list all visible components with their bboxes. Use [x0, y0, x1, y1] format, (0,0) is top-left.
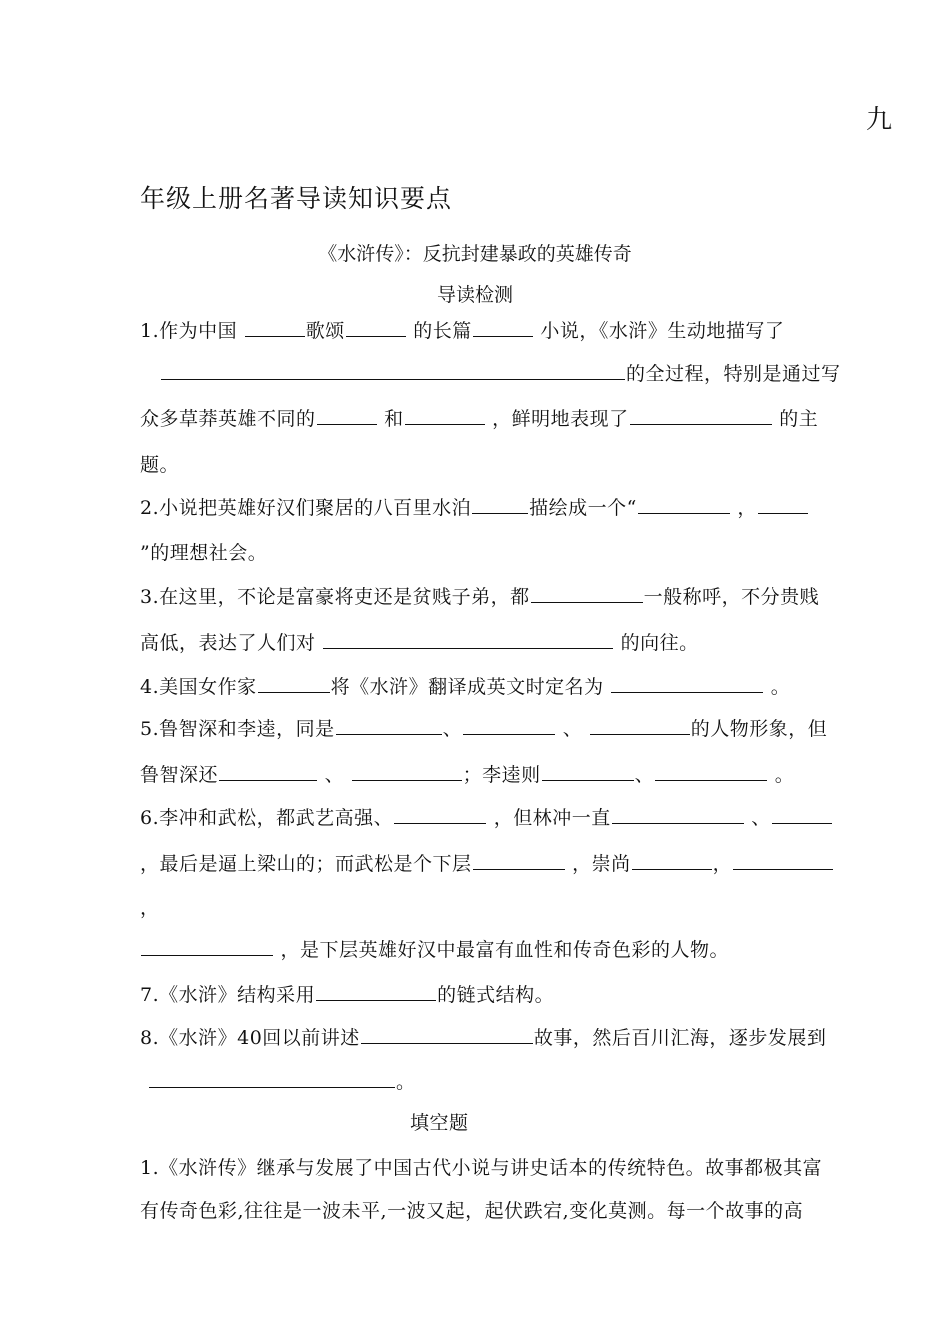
blank-field[interactable]: [219, 762, 317, 781]
blank-field[interactable]: [630, 406, 772, 425]
paragraph-line-2: 有传奇色彩,往往是一波未平,一波又起，起伏跌宕,变化莫测。每一个故事的高: [140, 1200, 804, 1222]
blank-field[interactable]: [473, 851, 565, 870]
blank-field[interactable]: [733, 851, 833, 870]
page-title: 年级上册名著导读知识要点: [140, 184, 453, 213]
blank-field[interactable]: [346, 318, 406, 337]
blank-field[interactable]: [352, 762, 462, 781]
question-1-line-2: 的全过程，特别是通过写: [160, 361, 841, 387]
blank-field[interactable]: [258, 674, 330, 693]
blank-field[interactable]: [542, 762, 634, 781]
section-heading-reading-test: 导读检测: [436, 284, 513, 306]
blank-field[interactable]: [632, 851, 712, 870]
question-4: 4.美国女作家 将《水浒》翻译成英文时定名为 。: [140, 676, 791, 698]
blank-field[interactable]: [317, 406, 377, 425]
question-1-line-4: 题。: [140, 454, 180, 476]
blank-field[interactable]: [323, 630, 613, 649]
blank-field[interactable]: [463, 716, 555, 735]
grade-number: 九: [866, 105, 893, 135]
blank-field[interactable]: [316, 982, 436, 1001]
blank-field[interactable]: [473, 318, 533, 337]
blank-field[interactable]: [758, 495, 808, 514]
question-8-line-1: 8.《水浒》40回以前讲述 故事，然后百川汇海，逐步发展到: [140, 1027, 827, 1049]
question-2-line-1: 2.小说把英雄好汉们聚居的八百里水泊 描绘成一个“ ，: [140, 495, 809, 521]
question-2-line-2: ”的理想社会。: [140, 542, 268, 564]
question-5-line-2: 鲁智深还 、 ；李逵则 、 。: [140, 764, 795, 786]
blank-field[interactable]: [638, 495, 730, 514]
blank-field[interactable]: [655, 762, 767, 781]
blank-field[interactable]: [612, 805, 744, 824]
question-6-line-3: ，: [140, 897, 160, 919]
question-6-line-4: ，是下层英雄好汉中最富有血性和传奇色彩的人物。: [140, 937, 729, 963]
blank-field[interactable]: [405, 406, 485, 425]
question-5-line-1: 5.鲁智深和李逵，同是 、 、 的人物形象，但: [140, 718, 828, 740]
question-6-line-2: ，最后是逼上梁山的；而武松是个下层 ，崇尚 ，: [140, 851, 834, 877]
blank-field[interactable]: [611, 674, 763, 693]
question-3-line-2: 高低，表达了人们对 的向往。: [140, 632, 699, 654]
book-title: 《水浒传》：反抗封建暴政的英雄传奇: [318, 243, 632, 265]
paragraph-line-1: 1.《水浒传》继承与发展了中国古代小说与讲史话本的传统特色。故事都极其富: [140, 1157, 823, 1179]
question-7: 7.《水浒》结构采用 的链式结构。: [140, 984, 555, 1006]
blank-field[interactable]: [772, 805, 832, 824]
blank-field[interactable]: [361, 1025, 533, 1044]
blank-field[interactable]: [245, 318, 305, 337]
blank-field[interactable]: [336, 716, 442, 735]
blank-field[interactable]: [590, 716, 690, 735]
blank-field[interactable]: [161, 361, 625, 380]
blank-field[interactable]: [472, 495, 528, 514]
blank-field[interactable]: [394, 805, 486, 824]
blank-field[interactable]: [149, 1069, 395, 1088]
question-8-line-2: 。: [148, 1069, 416, 1095]
blank-field[interactable]: [141, 937, 273, 956]
question-6-line-1: 6.李冲和武松，都武艺高强、 ，但林冲一直 、: [140, 805, 833, 831]
section-heading-fill-in: 填空题: [410, 1112, 469, 1134]
question-1-line-3: 众多草莽英雄不同的 和 ，鲜明地表现了 的主: [140, 408, 819, 430]
question-1-line-1: 1.作为中国 歌颂 的长篇 小说，《水浒》生动地描写了: [140, 320, 785, 342]
question-3-line-1: 3.在这里，不论是富豪将吏还是贫贱子弟，都 一般称呼，不分贵贱: [140, 586, 820, 608]
blank-field[interactable]: [531, 584, 643, 603]
